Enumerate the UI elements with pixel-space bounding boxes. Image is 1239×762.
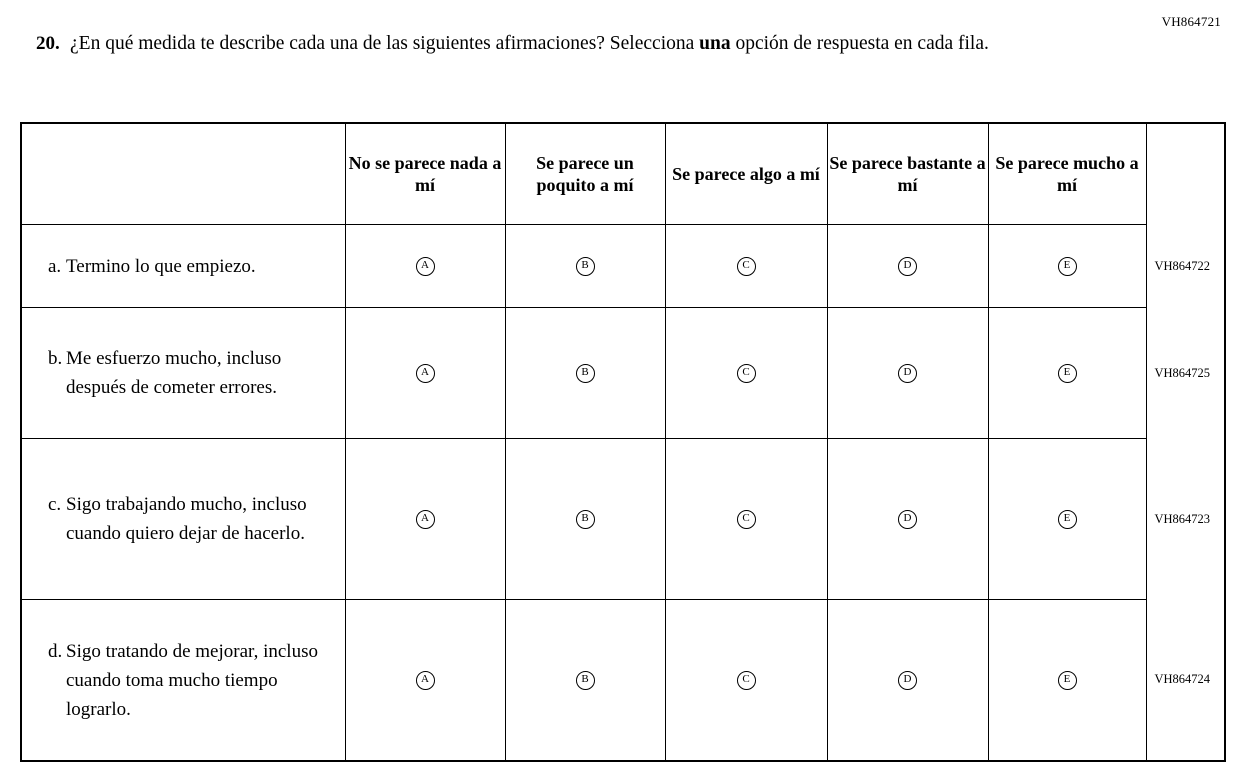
radio-c5[interactable]: [988, 439, 1146, 600]
bubble-letter: E: [1058, 364, 1077, 383]
radio-b3[interactable]: [665, 308, 827, 439]
row-stem-c: [21, 439, 345, 600]
row-text-c: Sigo trabajando mucho, incluso cuando quiero dejar de hacerlo.: [66, 494, 307, 544]
bubble-letter: E: [1058, 257, 1077, 276]
row-letter-a: a.: [48, 255, 62, 277]
row-letter-c: c.: [48, 494, 62, 515]
bubble-letter: D: [898, 510, 917, 529]
radio-a1[interactable]: [345, 225, 505, 308]
radio-d5[interactable]: [988, 600, 1146, 762]
bubble-letter: C: [737, 364, 756, 383]
radio-b1[interactable]: [345, 308, 505, 439]
row-code-b: VH864725: [1146, 308, 1225, 439]
row-code-a: VH864722: [1146, 225, 1225, 308]
bubble-letter: C: [737, 257, 756, 276]
radio-a2[interactable]: [505, 225, 665, 308]
question-text-emphasis: una: [699, 33, 731, 54]
row-letter-d: d.: [48, 640, 63, 662]
radio-d3[interactable]: [665, 600, 827, 762]
bubble-letter: E: [1058, 510, 1077, 529]
matrix-header-row: [21, 123, 1225, 225]
row-code-c: VH864723: [1146, 439, 1225, 600]
question-block: [36, 30, 1096, 57]
response-matrix: [20, 122, 1226, 762]
row-stem-b: [21, 308, 345, 439]
radio-b4[interactable]: [827, 308, 988, 439]
row-text-d: Sigo tratando de mejorar, incluso cuando toma mucho tiempo lograrlo.: [66, 640, 318, 720]
row-text-b: Me esfuerzo mucho, incluso después de cometer errores.: [66, 348, 282, 398]
bubble-letter: E: [1058, 671, 1077, 690]
table-row: [21, 308, 1225, 439]
radio-b5[interactable]: [988, 308, 1146, 439]
question-text: [70, 30, 989, 57]
bubble-letter: D: [898, 364, 917, 383]
radio-d2[interactable]: [505, 600, 665, 762]
page-item-code: VH864721: [1161, 14, 1221, 29]
radio-c2[interactable]: [505, 439, 665, 600]
table-row: [21, 225, 1225, 308]
header-option-b: Se parece un poquito a mí: [505, 123, 665, 225]
bubble-letter: A: [416, 257, 435, 276]
question-number: 20.: [36, 33, 60, 54]
bubble-letter: D: [898, 257, 917, 276]
radio-a4[interactable]: [827, 225, 988, 308]
radio-a3[interactable]: [665, 225, 827, 308]
question-text-part2: opción de respuesta en cada fila.: [730, 33, 989, 54]
table-row: [21, 439, 1225, 600]
bubble-letter: A: [416, 364, 435, 383]
radio-c4[interactable]: [827, 439, 988, 600]
bubble-letter: B: [576, 257, 595, 276]
bubble-letter: C: [737, 510, 756, 529]
question-text-part1: ¿En qué medida te describe cada una de las siguientes afirmaciones? Selecciona: [70, 33, 700, 54]
header-blank: [21, 123, 345, 225]
header-code-blank: [1146, 123, 1225, 225]
bubble-letter: C: [737, 671, 756, 690]
header-option-c: Se parece algo a mí: [665, 123, 827, 225]
radio-d4[interactable]: [827, 600, 988, 762]
row-stem-a: [21, 225, 345, 308]
radio-c3[interactable]: [665, 439, 827, 600]
radio-a5[interactable]: [988, 225, 1146, 308]
row-code-d: VH864724: [1146, 600, 1225, 762]
radio-d1[interactable]: [345, 600, 505, 762]
radio-b2[interactable]: [505, 308, 665, 439]
row-text-a: Termino lo que empiezo.: [66, 255, 256, 277]
row-letter-b: b.: [48, 348, 63, 369]
bubble-letter: A: [416, 671, 435, 690]
row-stem-d: [21, 600, 345, 762]
bubble-letter: D: [898, 671, 917, 690]
header-option-e: Se parece mucho a mí: [988, 123, 1146, 225]
bubble-letter: B: [576, 364, 595, 383]
bubble-letter: A: [416, 510, 435, 529]
header-option-d: Se parece bastante a mí: [827, 123, 988, 225]
header-option-a: No se parece nada a mí: [345, 123, 505, 225]
radio-c1[interactable]: [345, 439, 505, 600]
bubble-letter: B: [576, 671, 595, 690]
table-row: [21, 600, 1225, 762]
bubble-letter: B: [576, 510, 595, 529]
